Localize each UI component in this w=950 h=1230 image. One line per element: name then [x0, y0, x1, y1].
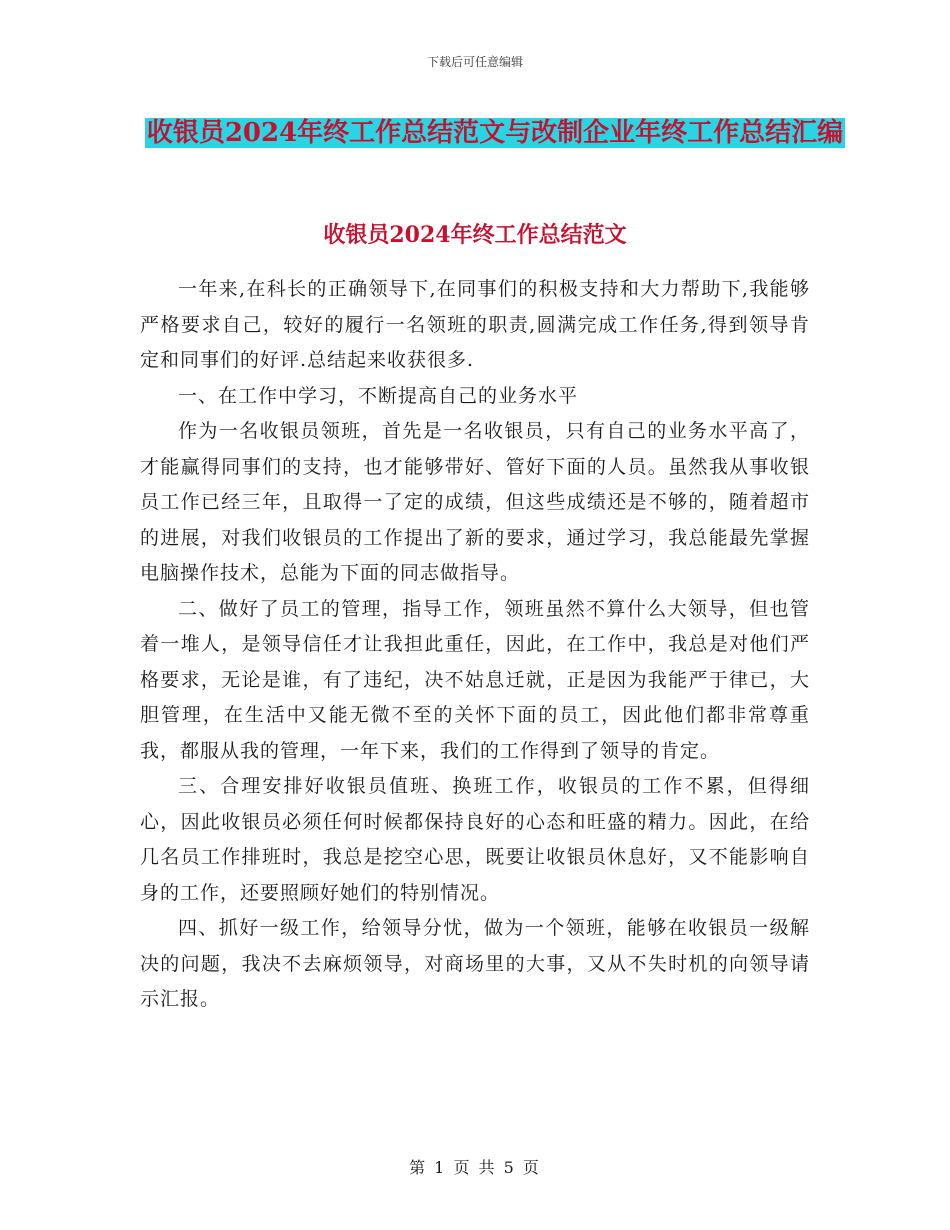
document-title — [140, 110, 850, 156]
document-title-highlight: 收银员2024年终工作总结范文与改制企业年终工作总结汇编 — [146, 118, 844, 148]
section-title: 收银员2024年终工作总结范文 — [323, 222, 627, 248]
paragraph-body-4: 四、抓好一级工作，给领导分忧，做为一个领班，能够在收银员一级解决的问题，我决不去麻烦领导，对商场里的大事，又从不失时机的向领导请示汇报。 — [140, 917, 810, 1010]
paragraph-intro: 一年来,在科长的正确领导下,在同事们的积极支持和大力帮助下,我能够严格要求自己，较好的履行一名领班的职责,圆满完成工作任务,得到领导肯定和同事们的好评.总结起来收获很多. — [140, 278, 810, 371]
paragraph-heading-1: 一、在工作中学习，不断提高自己的业务水平 — [178, 384, 579, 407]
document-body — [140, 272, 810, 1018]
paragraph-body-2: 二、做好了员工的管理，指导工作，领班虽然不算什么大领导，但也管着一堆人，是领导信任才让我担此重任，因此，在工作中，我总是对他们严格要求，无论是谁，有了违纪，决不姑息迁就，正是因为我能严于律已，大胆管理，在生活中又能无微不至的关怀下面的员工，因此他们都非常尊重我，都服从我的管理，一年下来，我们的工作得到了领导的肯定。 — [140, 597, 810, 762]
page-footer-number: 第 1 页 共 5 页 — [409, 1158, 541, 1177]
paragraph-body-3: 三、合理安排好收银员值班、换班工作，收银员的工作不累，但得细心，因此收银员必须任何时候都保持良好的心态和旺盛的精力。因此，在给几名员工作排班时，我总是挖空心思，既要让收银员休息好，又不能影响自身的工作，还要照顾好她们的特别情况。 — [140, 775, 810, 904]
paragraph-body-1: 作为一名收银员领班，首先是一名收银员，只有自己的业务水平高了，才能赢得同事们的支持，也才能够带好、管好下面的人员。虽然我从事收银员工作已经三年，且取得一了定的成绩，但这些成绩还是不够的，随着超市的进展，对我们收银员的工作提出了新的要求，通过学习，我总能最先掌握电脑操作技术，总能为下面的同志做指导。 — [140, 420, 810, 584]
page-header-note: 下载后可任意编辑 — [426, 55, 523, 69]
